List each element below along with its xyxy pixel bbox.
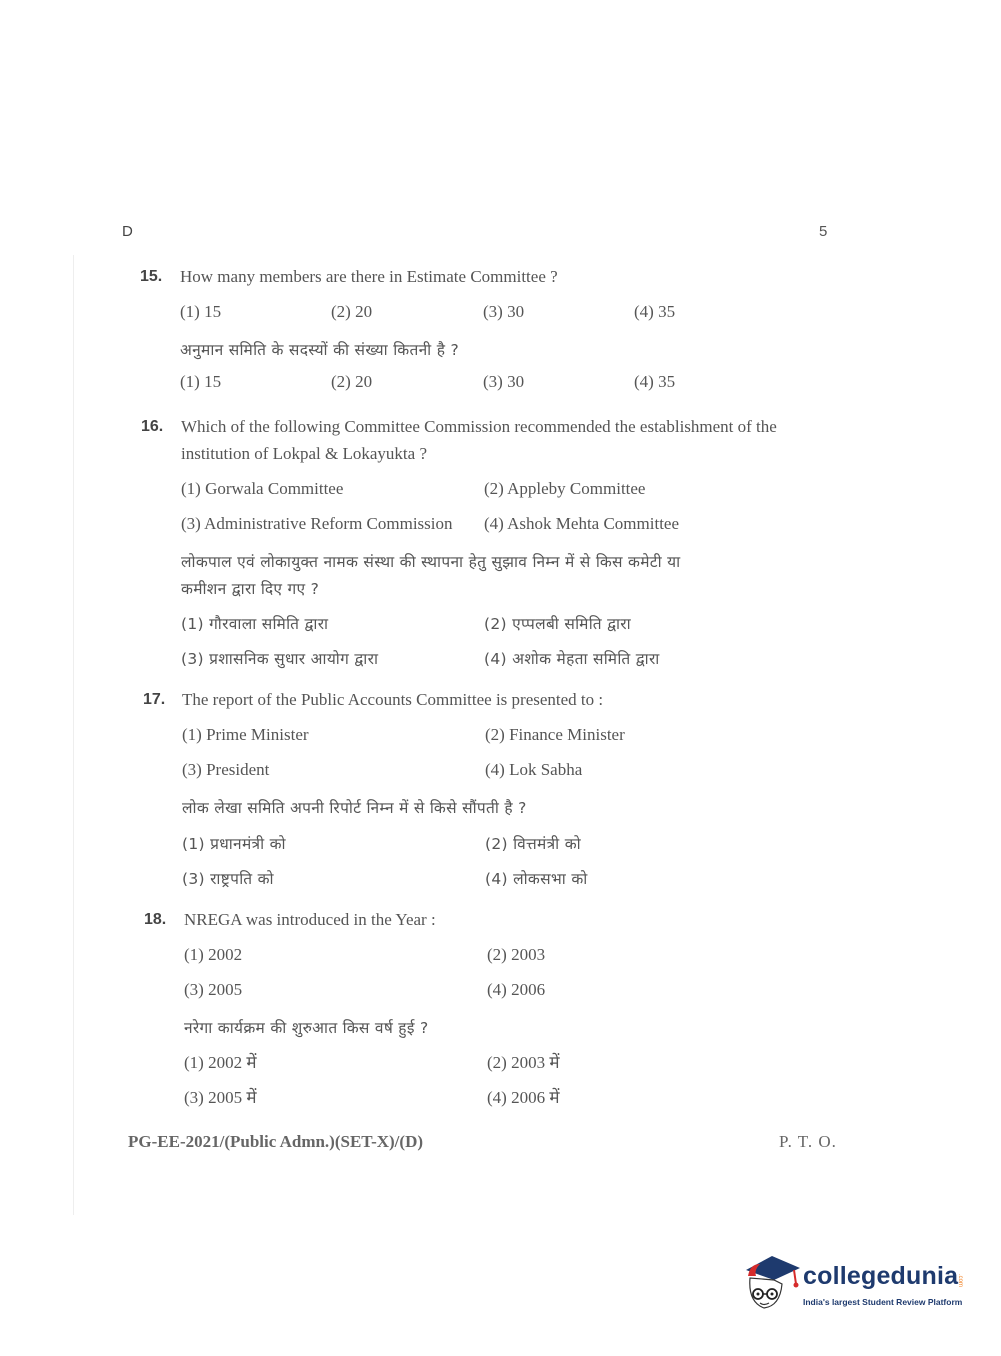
logo-tagline: India's largest Student Review Platform: [803, 1297, 963, 1307]
question-text-hi: कमीशन द्वारा दिए गए ?: [181, 580, 320, 598]
option: (1) 2002 में: [184, 1053, 257, 1072]
question-text-en: NREGA was introduced in the Year :: [184, 910, 436, 929]
option: (3) प्रशासनिक सुधार आयोग द्वारा: [181, 650, 379, 668]
option: (2) 20: [331, 372, 373, 391]
option: (1) प्रधानमंत्री को: [182, 835, 286, 853]
option: (3) 30: [483, 302, 525, 321]
question-number: 16.: [141, 418, 164, 435]
scan-edge-line: [73, 255, 74, 1215]
option: (4) Ashok Mehta Committee: [484, 514, 680, 533]
option: (2) Finance Minister: [485, 725, 625, 744]
option: (4) Lok Sabha: [485, 760, 583, 779]
option: (4) 35: [634, 302, 676, 321]
question-text-hi: लोकपाल एवं लोकायुक्त नामक संस्था की स्थापना हेतु सुझाव निम्न में से किस कमेटी या: [181, 553, 681, 571]
collegedunia-logo-text: collegedunia: [803, 1262, 959, 1290]
page-number: 5: [819, 223, 828, 240]
paper-code: PG-EE-2021/(Public Admn.)(SET-X)/(D): [128, 1132, 424, 1151]
option: (1) Gorwala Committee: [181, 479, 344, 498]
question-text-hi: नरेगा कार्यक्रम की शुरुआत किस वर्ष हुई ?: [184, 1019, 429, 1037]
question-text-en: institution of Lokpal & Lokayukta ?: [181, 444, 427, 463]
option: (2) एप्पलबी समिति द्वारा: [484, 615, 631, 633]
option: (3) 30: [483, 372, 525, 391]
option: (2) 2003: [487, 945, 546, 964]
option: (4) 2006 में: [487, 1088, 560, 1107]
question-number: 17.: [143, 691, 166, 708]
question-number: 18.: [144, 911, 167, 928]
collegedunia-mascot-icon: [742, 1250, 804, 1318]
option: (1) 15: [180, 372, 222, 391]
question-text-en: The report of the Public Accounts Committee is presented to :: [182, 690, 604, 709]
option: (2) वित्तमंत्री को: [485, 835, 581, 853]
option: (4) 2006: [487, 980, 546, 999]
option: (3) President: [182, 760, 270, 779]
option: (1) Prime Minister: [182, 725, 309, 744]
pto-label: P. T. O.: [779, 1132, 837, 1151]
option: (3) 2005: [184, 980, 243, 999]
option: (1) गौरवाला समिति द्वारा: [181, 615, 329, 633]
question-number: 15.: [140, 268, 163, 285]
option: (3) 2005 में: [184, 1088, 257, 1107]
option: (3) राष्ट्रपति को: [182, 870, 274, 888]
option: (4) 35: [634, 372, 676, 391]
question-text-en: How many members are there in Estimate Committee ?: [180, 267, 558, 286]
option: (1) 2002: [184, 945, 243, 964]
question-text-hi: अनुमान समिति के सदस्यों की संख्या कितनी है ?: [180, 341, 460, 359]
option: (4) अशोक मेहता समिति द्वारा: [484, 650, 660, 668]
option: (2) Appleby Committee: [484, 479, 646, 498]
option: (1) 15: [180, 302, 222, 321]
question-text-en: Which of the following Committee Commission recommended the establishment of the: [181, 417, 777, 436]
option: (2) 2003 में: [487, 1053, 560, 1072]
option: (2) 20: [331, 302, 373, 321]
option: (4) लोकसभा को: [485, 870, 588, 888]
series-label: D: [122, 223, 133, 240]
option: (3) Administrative Reform Commission: [181, 514, 453, 533]
question-text-hi: लोक लेखा समिति अपनी रिपोर्ट निम्न में से किसे सौंपती है ?: [182, 799, 527, 817]
logo-com-suffix: .com: [957, 1274, 963, 1288]
